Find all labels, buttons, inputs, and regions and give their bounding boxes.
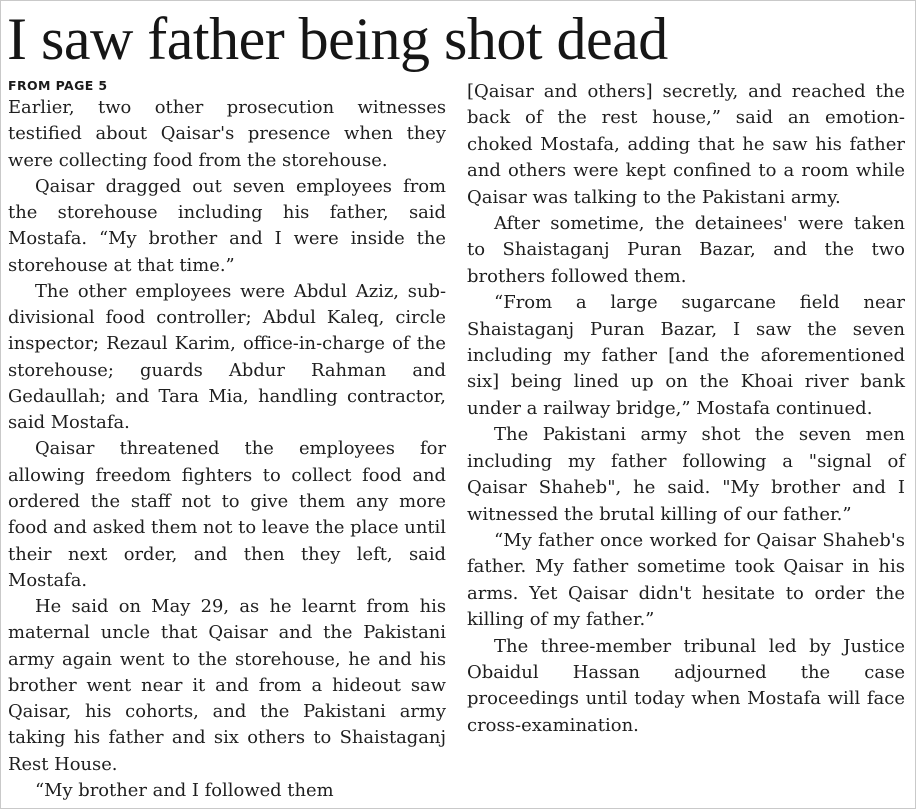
article-column-right <box>467 79 905 739</box>
continuation-label: FROM PAGE 5 <box>8 78 108 93</box>
article-paragraph: The three-member tribunal led by Justice Obaidul Hassan adjourned the case proceedings until today when Mostafa will face cross-examination. <box>467 635 905 736</box>
article-paragraph: Qaisar dragged out seven employees from the storehouse including his father, said Mostafa. “My brother and I were inside the storehouse at that time.” <box>8 175 446 276</box>
article-paragraph: Earlier, two other prosecution witnesses testified about Qaisar's presence when they were collecting food from the storehouse. <box>8 97 446 171</box>
article-paragraph: “My brother and I followed them <box>35 779 334 801</box>
article-paragraph: [Qaisar and others] secretly, and reached the back of the rest house,” said an emotion-choked Mostafa, adding that he saw his father and others were kept confined to a room while Qaisar was talking to the Pakistani army. <box>467 81 905 208</box>
article-paragraph: “From a large sugarcane field near Shaistaganj Puran Bazar, I saw the seven including my father [and the aforementioned six] being lined up on the Khoai river bank under a railway bridge,” Mostafa continued. <box>467 292 905 419</box>
headline: I saw father being shot dead <box>7 6 668 72</box>
article-paragraph: After sometime, the detainees' were taken to Shaistaganj Puran Bazar, and the two brothers followed them. <box>467 213 905 287</box>
article-paragraph: The other employees were Abdul Aziz, sub-divisional food controller; Abdul Kaleq, circle inspector; Rezaul Karim, office-in-charge of the storehouse; guards Abdur Rahman and Gedaullah; and Tara Mia, handling contractor, said Mostafa. <box>8 280 446 434</box>
article-column-left <box>8 77 446 804</box>
article-paragraph: Qaisar threatened the employees for allowing freedom fighters to collect food and ordered the staff not to give them any more food and asked them not to leave the place until their next order, and then they left, said Mostafa. <box>8 438 446 591</box>
article-paragraph: The Pakistani army shot the seven men including my father following a "signal of Qaisar Shaheb", he said. "My brother and I witnessed the brutal killing of our father.” <box>467 424 905 525</box>
article-paragraph: He said on May 29, as he learnt from his maternal uncle that Qaisar and the Pakistani army again went to the storehouse, he and his brother went near it and from a hideout saw Qaisar, his cohorts, and the Pakistani army taking his father and six others to Shaistaganj Rest House. <box>8 596 446 775</box>
article-paragraph: “My father once worked for Qaisar Shaheb's father. My father sometime took Qaisar in his arms. Yet Qaisar didn't hesitate to order the killing of my father.” <box>467 529 905 631</box>
